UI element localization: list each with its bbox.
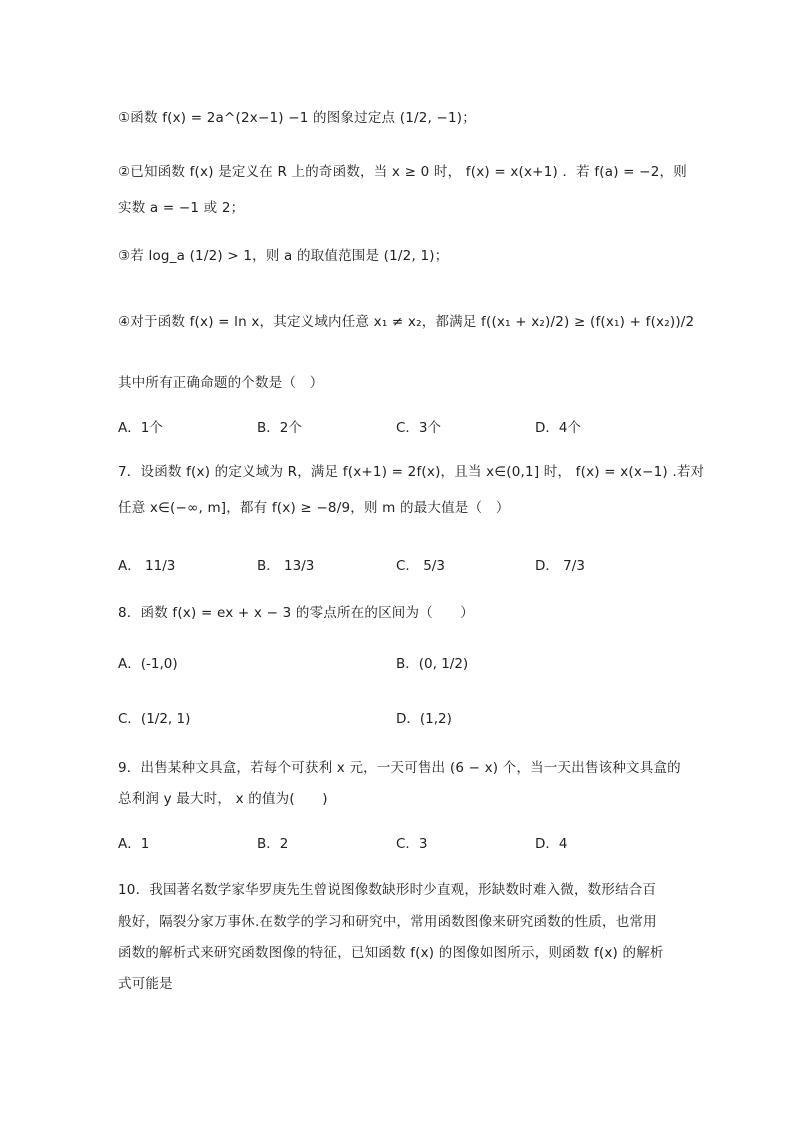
question-7-line-2: 任意 x∈(−∞, m]，都有 f(x) ≥ −8/9，则 m 的最大值是（ ） <box>118 500 510 516</box>
statement-3: ③若 log_a (1/2) > 1，则 a 的取值范围是 (1/2, 1)； <box>118 248 449 264</box>
option-b[interactable]: B． 13/3 <box>257 558 315 574</box>
question-8-prompt: 8．函数 f(x) = ex + x − 3 的零点所在的区间为（ ） <box>118 605 474 621</box>
option-c[interactable]: C．3个 <box>396 420 442 436</box>
statement-4: ④对于函数 f(x) = ln x，其定义域内任意 x₁ ≠ x₂，都满足 f((x₁ + x₂)/2) ≥ (f(x₁) + f(x₂))/2 <box>118 314 695 330</box>
option-a[interactable]: A．1个 <box>118 420 163 436</box>
option-b[interactable]: B．(0, 1/2) <box>396 656 469 672</box>
option-c[interactable]: C．3 <box>396 836 428 852</box>
question-9-line-1: 9．出售某种文具盒，若每个可获利 x 元，一天可售出 (6 − x) 个，当一天出售该种文具盒的 <box>118 760 681 776</box>
question-6-prompt: 其中所有正确命题的个数是（ ） <box>118 375 324 391</box>
option-d[interactable]: D．4 <box>535 836 568 852</box>
statement-2-continued: 实数 a = −1 或 2； <box>118 200 245 216</box>
option-b[interactable]: B．2 <box>257 836 289 852</box>
option-a[interactable]: A．(-1,0) <box>118 656 178 672</box>
question-7-line-1: 7．设函数 f(x) 的定义域为 R，满足 f(x+1) = 2f(x)，且当 x∈(0,1] 时， f(x) = x(x−1) .若对 <box>118 464 705 480</box>
option-a[interactable]: A．1 <box>118 836 150 852</box>
question-10-line-2: 般好，隔裂分家万事休.在数学的学习和研究中，常用函数图像来研究函数的性质，也常用 <box>118 914 657 930</box>
option-c[interactable]: C．(1/2, 1) <box>118 711 191 727</box>
option-b[interactable]: B．2个 <box>257 420 302 436</box>
statement-1: ①函数 f(x) = 2a^(2x−1) −1 的图象过定点 (1/2, −1)； <box>118 110 476 126</box>
option-c[interactable]: C． 5/3 <box>396 558 445 574</box>
option-d[interactable]: D．4个 <box>535 420 581 436</box>
statement-2: ②已知函数 f(x) 是定义在 R 上的奇函数，当 x ≥ 0 时， f(x) = x(x+1) ．若 f(a) = −2，则 <box>118 164 687 180</box>
question-10-line-3: 函数的解析式来研究函数图像的特征，已知函数 f(x) 的图像如图所示，则函数 f(x) 的解析 <box>118 945 664 961</box>
option-d[interactable]: D． 7/3 <box>535 558 585 574</box>
option-d[interactable]: D．(1,2) <box>396 711 452 727</box>
question-9-line-2: 总利润 y 最大时， x 的值为( ) <box>118 791 328 807</box>
question-10-line-4: 式可能是 <box>118 976 173 992</box>
question-10-line-1: 10．我国著名数学家华罗庚先生曾说图像数缺形时少直观，形缺数时难入微，数形结合百 <box>118 882 657 898</box>
option-a[interactable]: A． 11/3 <box>118 558 176 574</box>
